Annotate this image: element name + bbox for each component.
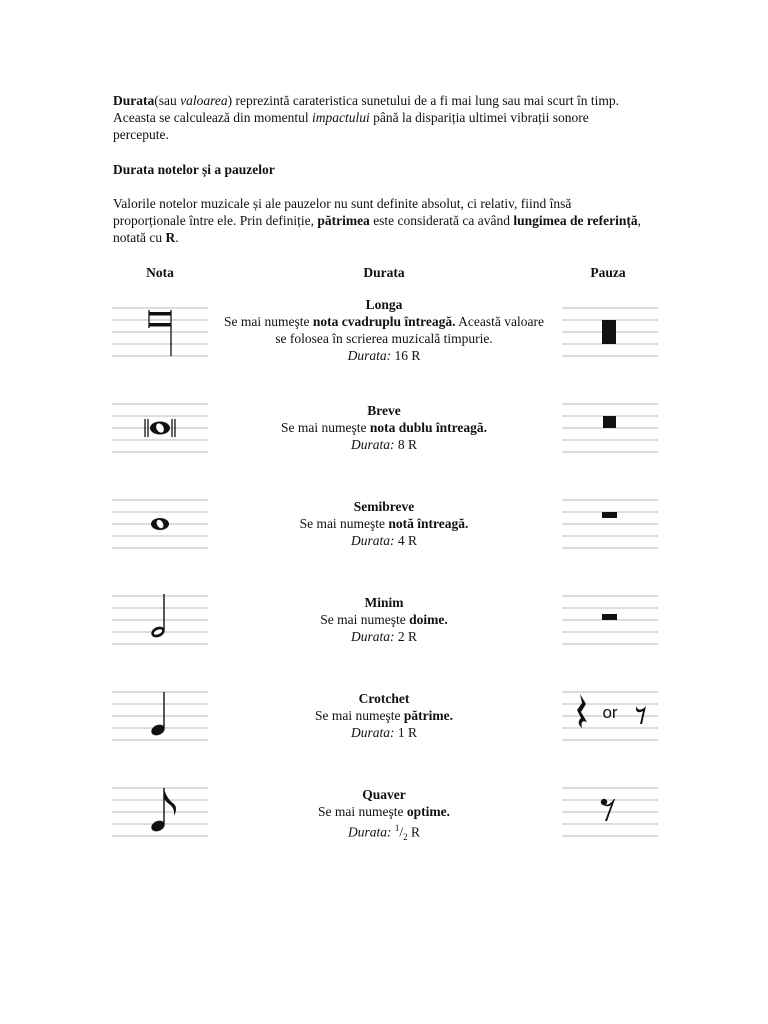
row-name: Crotchet bbox=[358, 691, 410, 706]
duration-label: Durata: bbox=[350, 437, 395, 452]
row-alias bbox=[224, 803, 544, 820]
row-alias-bold: notă întreagă. bbox=[388, 516, 469, 531]
row-alias-prefix: Se mai numeşte bbox=[224, 314, 313, 329]
duration-numerator: 1 bbox=[394, 823, 400, 833]
row-alias-prefix: Se mai numeşte bbox=[299, 516, 389, 531]
rest-or-text: or bbox=[602, 703, 618, 722]
row-alias-suffix: Această valoare se folosea în scrierea muzicală timpurie. bbox=[275, 314, 544, 346]
row-alias bbox=[224, 707, 544, 724]
para2-bold-patrimea: pătrimea bbox=[317, 213, 370, 228]
duration-label: Durata: bbox=[347, 348, 392, 363]
row-duration bbox=[224, 532, 544, 549]
table-row bbox=[0, 584, 768, 654]
minim-description bbox=[224, 594, 544, 645]
duration-label: Durata: bbox=[350, 629, 395, 644]
row-name: Minim bbox=[364, 595, 404, 610]
intro-paren-close: ) bbox=[227, 93, 233, 108]
intro-term: Durata bbox=[113, 93, 155, 108]
row-name: Breve bbox=[367, 403, 401, 418]
row-alias-bold: optime. bbox=[406, 804, 450, 819]
crotchet-description bbox=[224, 690, 544, 741]
row-alias-prefix: Se mai numeşte bbox=[280, 420, 370, 435]
duration-value: 1 R bbox=[397, 725, 417, 740]
row-alias-bold: nota cvadruplu întreagă. bbox=[312, 314, 456, 329]
longa-note-icon bbox=[112, 306, 208, 366]
duration-label: Durata: bbox=[347, 824, 392, 840]
intro-alt-term: valoarea bbox=[180, 93, 228, 108]
row-alias bbox=[224, 611, 544, 628]
row-name: Longa bbox=[365, 297, 403, 312]
para2-bold-lungimea: lungimea de referință bbox=[513, 213, 638, 228]
row-alias bbox=[224, 313, 544, 347]
section-title: Durata notelor și a pauzelor bbox=[113, 162, 275, 177]
para2-text-c: , notată cu bbox=[113, 213, 641, 245]
para2-text-d: . bbox=[175, 230, 179, 245]
duration-denominator: 2 bbox=[403, 832, 408, 843]
semibreve-description bbox=[224, 498, 544, 549]
whole-rest-icon bbox=[562, 498, 658, 558]
column-header-nota: Nota bbox=[146, 265, 174, 280]
breve-note-icon bbox=[112, 402, 208, 462]
para2-text-b: este considerată ca având bbox=[369, 213, 514, 228]
quarter-note-icon bbox=[112, 690, 208, 750]
quaver-description bbox=[224, 786, 544, 846]
eighth-rest-icon bbox=[562, 786, 658, 846]
intro-text-b: până la dispariția ultimei vibrații sonore percepute. bbox=[113, 110, 589, 142]
intro-text-a: reprezintă carateristica sunetului de a fi mai lung sau mai scurt în timp. Aceasta se calculează din momentul bbox=[113, 93, 619, 125]
half-rest-icon bbox=[562, 594, 658, 654]
row-duration bbox=[224, 347, 544, 364]
whole-note-icon bbox=[112, 498, 208, 558]
quarter-rest-icon bbox=[562, 690, 658, 750]
table-row bbox=[0, 296, 768, 366]
breve-rest-icon bbox=[562, 402, 658, 462]
definition-paragraph bbox=[113, 195, 643, 246]
table-row bbox=[0, 680, 768, 750]
table-row bbox=[0, 392, 768, 462]
duration-label: Durata: bbox=[350, 533, 395, 548]
row-alias-bold: doime. bbox=[409, 612, 448, 627]
row-name: Quaver bbox=[362, 787, 406, 802]
para2-text-a: Valorile notelor muzicale și ale pauzelor nu sunt definite absolut, ci relativ, fiind însă proporționale între ele. Prin definiție, bbox=[113, 196, 572, 228]
row-alias bbox=[224, 419, 544, 436]
table-row bbox=[0, 776, 768, 846]
duration-value: 16 R bbox=[394, 348, 421, 363]
row-duration bbox=[224, 628, 544, 645]
breve-description bbox=[224, 402, 544, 453]
column-header-pauza: Pauza bbox=[590, 265, 626, 280]
row-alias-prefix: Se mai numeşte bbox=[320, 612, 410, 627]
table-row bbox=[0, 488, 768, 558]
row-duration: Durata: $^1/_2$ R bbox=[347, 823, 421, 843]
half-note-icon bbox=[112, 594, 208, 654]
eighth-note-icon bbox=[112, 786, 208, 846]
longa-description bbox=[224, 296, 544, 364]
row-alias bbox=[224, 515, 544, 532]
duration-label: Durata: bbox=[350, 725, 395, 740]
row-duration bbox=[224, 436, 544, 453]
duration-unit: R bbox=[407, 824, 421, 840]
row-alias-bold: pătrime. bbox=[403, 708, 453, 723]
longa-rest-icon bbox=[562, 306, 658, 366]
intro-paragraph bbox=[113, 92, 643, 143]
column-header-durata: Durata bbox=[363, 265, 405, 280]
row-duration bbox=[224, 724, 544, 741]
row-alias-prefix: Se mai numeşte bbox=[315, 708, 404, 723]
row-alias-prefix: Se mai numeşte bbox=[318, 804, 407, 819]
row-name: Semibreve bbox=[353, 499, 415, 514]
row-alias-bold: nota dublu întreagă. bbox=[369, 420, 487, 435]
para2-bold-r: R bbox=[165, 230, 176, 245]
duration-value: 4 R bbox=[397, 533, 417, 548]
duration-value: 2 R bbox=[397, 629, 417, 644]
intro-impact: impactului bbox=[312, 110, 370, 125]
duration-value: 8 R bbox=[397, 437, 417, 452]
intro-paren-open: (sau bbox=[154, 93, 181, 108]
